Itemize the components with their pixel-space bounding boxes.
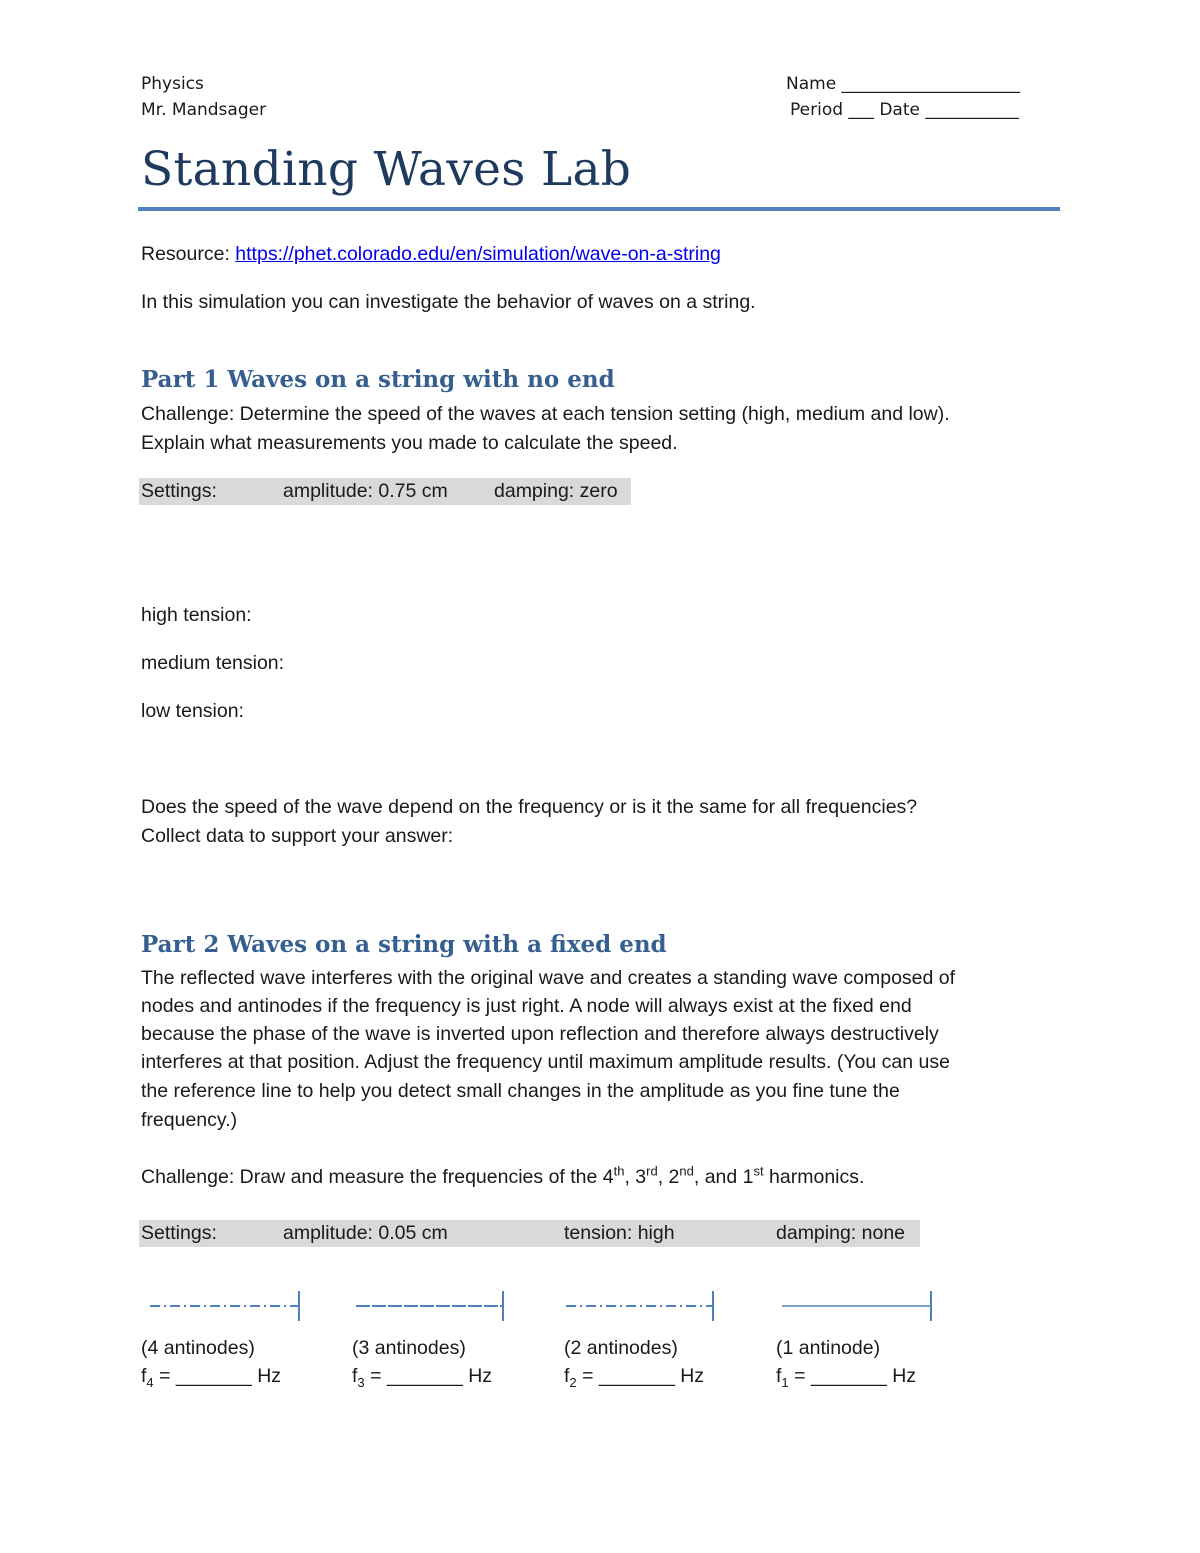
part1-question-line2: Collect data to support your answer:: [141, 825, 454, 847]
challenge-text-4: , and 1: [693, 1166, 754, 1188]
harmonic-3-frequency: [352, 1362, 492, 1391]
harmonic-1-frequency: [776, 1362, 916, 1391]
part1-amplitude: amplitude: 0.75 cm: [283, 480, 448, 502]
part2-paragraph-line6: frequency.): [141, 1109, 238, 1131]
f-symbol: f: [564, 1365, 570, 1387]
f-symbol: f: [141, 1365, 147, 1387]
part1-settings-label: Settings:: [141, 480, 217, 502]
teacher-label: Mr. Mandsager: [141, 100, 267, 120]
part2-paragraph-line4: interferes at that position. Adjust the frequency until maximum amplitude results. (You can use: [141, 1051, 950, 1073]
part2-tension: tension: high: [564, 1222, 675, 1244]
period-date-label: Period ___ Date ___________: [790, 100, 1019, 120]
challenge-text-3: , 2: [657, 1166, 680, 1188]
f-subscript: 4: [146, 1374, 154, 1390]
part1-challenge-line1: Challenge: Determine the speed of the waves at each tension setting (high, medium and low).: [141, 403, 950, 425]
part1-question-line1: Does the speed of the wave depend on the frequency or is it the same for all frequencies?: [141, 796, 918, 818]
title-divider: [138, 207, 1060, 211]
part2-paragraph-line1: The reflected wave interferes with the original wave and creates a standing wave composed of: [141, 967, 956, 989]
frequency-blank: = _______ Hz: [576, 1365, 705, 1387]
string-diagram-2: [566, 1291, 713, 1321]
part2-paragraph-line3: because the phase of the wave is inverted upon reflection and therefore always destructively: [141, 1023, 939, 1045]
part1-damping: damping: zero: [494, 480, 618, 502]
frequency-blank: = _______ Hz: [153, 1365, 282, 1387]
f-symbol: f: [352, 1365, 358, 1387]
harmonic-1-antinodes: (1 antinode): [776, 1337, 881, 1359]
sup-st: st: [753, 1163, 764, 1179]
intro-text: In this simulation you can investigate the behavior of waves on a string.: [141, 291, 756, 313]
part1-heading: Part 1 Waves on a string with no end: [141, 366, 615, 393]
resource-line: [141, 240, 721, 269]
part2-paragraph-line5: the reference line to help you detect small changes in the amplitude as you fine tune the: [141, 1080, 900, 1102]
challenge-text-1: Challenge: Draw and measure the frequencies of the 4: [141, 1166, 614, 1188]
string-diagram-4: [150, 1291, 299, 1321]
harmonic-2-antinodes: (2 antinodes): [564, 1337, 678, 1359]
challenge-text-2: , 3: [624, 1166, 647, 1188]
string-diagram-1: [782, 1291, 931, 1321]
harmonic-4-antinodes: (4 antinodes): [141, 1337, 255, 1359]
page-title: Standing Waves Lab: [141, 142, 632, 197]
resource-link[interactable]: https://phet.colorado.edu/en/simulation/wave-on-a-string: [235, 243, 721, 265]
frequency-blank: = _______ Hz: [788, 1365, 917, 1387]
f-symbol: f: [776, 1365, 782, 1387]
part2-heading: Part 2 Waves on a string with a fixed end: [141, 931, 667, 958]
course-label: Physics: [141, 74, 204, 94]
name-field-label: Name _____________________: [786, 74, 1021, 94]
harmonic-3-antinodes: (3 antinodes): [352, 1337, 466, 1359]
f-subscript: 1: [781, 1374, 789, 1390]
part2-paragraph-line2: nodes and antinodes if the frequency is just right. A node will always exist at the fixed end: [141, 995, 912, 1017]
f-subscript: 3: [357, 1374, 365, 1390]
string-diagrams: [140, 1288, 960, 1324]
part1-challenge-line2: Explain what measurements you made to calculate the speed.: [141, 432, 678, 454]
resource-label: Resource:: [141, 243, 236, 265]
challenge-text-5: harmonics.: [763, 1166, 865, 1188]
high-tension-label: high tension:: [141, 604, 252, 626]
part2-settings-label: Settings:: [141, 1222, 217, 1244]
f-subscript: 2: [569, 1374, 577, 1390]
string-diagram-3: [356, 1291, 503, 1321]
harmonic-2-frequency: [564, 1362, 704, 1391]
sup-rd: rd: [646, 1163, 658, 1179]
medium-tension-label: medium tension:: [141, 652, 285, 674]
part2-amplitude: amplitude: 0.05 cm: [283, 1222, 448, 1244]
sup-nd: nd: [679, 1163, 694, 1179]
part2-challenge: [141, 1163, 864, 1192]
harmonic-4-frequency: [141, 1362, 281, 1391]
frequency-blank: = _______ Hz: [364, 1365, 493, 1387]
sup-th: th: [613, 1163, 625, 1179]
part2-damping: damping: none: [776, 1222, 906, 1244]
low-tension-label: low tension:: [141, 700, 244, 722]
